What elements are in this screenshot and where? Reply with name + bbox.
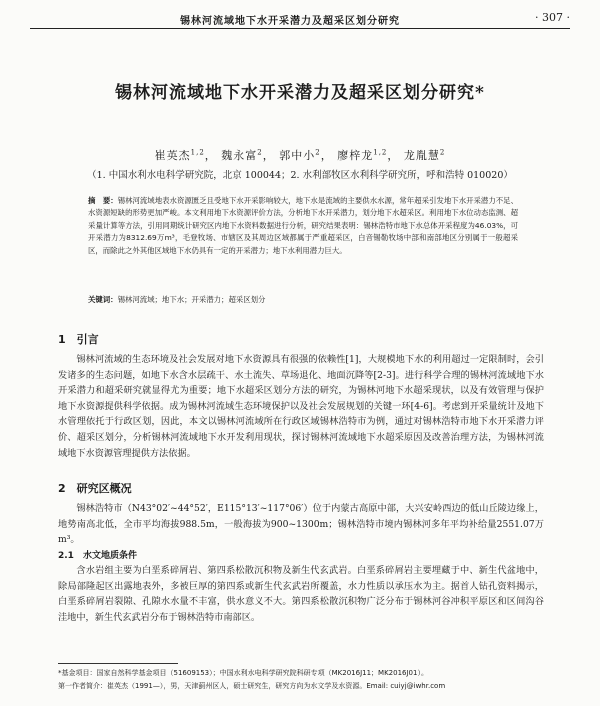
- paper-title: 锡林河流域地下水开采潜力及超采区划分研究*: [115, 83, 485, 103]
- footnote-author-bio: 第一作者简介：崔英杰（1991—），男，天津蓟州区人，硕士研究生，研究方向为水文学及水资源。Email: cuiyj@iwhr.com: [58, 682, 446, 690]
- author-name: 崔英杰: [154, 149, 191, 162]
- author-affiliation-mark: 2: [439, 148, 446, 157]
- introduction-paragraph: 锡林河流域的生态环境及社会发展对地下水资源具有很强的依赖性[1]，大规模地下水的利用超过一定限制时，会引发诸多的生态问题，如地下水含水层疏干、水土流失、草场退化、地面沉降等[2-3]。进行科学合理的锡林河流域地下水开采潜力和超采研究就显得尤为重要；地下水超采区划分方法的研究，为锡林河地下水超采现状，以及有效管理与保护地下水资源提供科学依据。成为锡林河流域生态环境保护以及社会发展规划的关键一环[4-6]。考虑到开采量统计及地下水管理依托于行政区划，因此，本文以锡林河流域所在行政区域锡林浩特市为例，通过对锡林浩特市地下水开采潜力评价、超采区划分，分析锡林河流域地下水开发利用现状，探讨锡林河流域地下水超采原因及改善治理方法，为锡林河流域地下水资源管理提供方法依据。: [58, 354, 544, 459]
- footnote-funding: *基金项目：国家自然科学基金项目（51609153）；中国水利水电科学研究院科研专项（MK2016J11；MK2016J01）。: [58, 669, 428, 677]
- keywords: [88, 294, 518, 305]
- running-header: [30, 10, 570, 29]
- section-heading-introduction: 1 引言: [58, 333, 99, 346]
- abstract-label: 摘 要：: [88, 196, 118, 205]
- abstract-text: 锡林河流域地表水资源匮乏且受地下水开采影响较大，地下水是流域的主要供水水源，常年超采引发地下水开采潜力不足、水资源短缺的形势更加严峻。本文利用地下水资源评价方法，分析地下水开采潜力，划分地下水超采区。利用地下水位动态监测、超采量计算等方法，引用同期统计研究区内地下水资料数据进行分析，研究结果表明：锡林浩特市地下水总体开采程度为46.03%，可开采潜力为8312.69万m³，毛登牧场、市辖区及其周边区域都属于严重超采区，白音锡勒牧场中部和南部地区分别属于一般超采区，而除此之外其他区域地下水仍具有一定的开采潜力；地下水利用潜力巨大。: [88, 196, 518, 255]
- author-name: 廖梓龙: [337, 149, 374, 162]
- author-name: 龙胤慧: [403, 149, 440, 162]
- author-affiliation-mark: 1,2: [373, 148, 388, 157]
- author-affiliation-mark: 2: [257, 148, 263, 157]
- running-title: 锡林河流域地下水开采潜力及超采区划分研究: [180, 16, 400, 27]
- section-heading-study-area: 2 研究区概况: [58, 482, 132, 495]
- abstract: [88, 195, 518, 257]
- hydrogeology-paragraph: 含水岩组主要为白垩系碎屑岩、第四系松散沉积物及新生代玄武岩。白垩系碎屑岩主要埋藏于中、新生代盆地中，除局部隆起区出露地表外，多被巨厚的第四系或新生代玄武岩所覆盖，水力性质以承压水为主。据首人钻孔资料揭示，白垩系碎屑岩裂隙、孔隙水水量不丰富，供水意义不大。第四系松散沉积物广泛分布于锡林河谷冲积平原区和区间沟谷洼地中，新生代玄武岩分布于锡林浩特市南部区。: [58, 565, 544, 623]
- page-number: · 307 ·: [535, 11, 570, 24]
- affiliations: （1. 中国水利水电科学研究院，北京 100044；2. 水利部牧区水利科学研究所，呼和浩特 010020）: [87, 170, 513, 181]
- keywords-text: 锡林河流域；地下水；开采潜力；超采区划分: [117, 295, 266, 304]
- study-area-paragraph: 锡林浩特市（N43°02′~44°52′，E115°13′~117°06′）位于内蒙古高原中部，大兴安岭西边的低山丘陵边缘上，地势南高北低，全市平均海拔988.5m，一般海拔为900~1300m；锡林浩特市境内锡林河多年平均补给量2551.07万m³。: [58, 503, 544, 546]
- keywords-label: 关键词：: [88, 295, 118, 304]
- author-name: 魏永富: [221, 149, 258, 162]
- author-affiliation-mark: 2: [315, 148, 321, 157]
- footnote-divider: [58, 663, 178, 664]
- author-name: 郭中小: [279, 149, 316, 162]
- author-affiliation-mark: 1,2: [190, 148, 205, 157]
- author-list: 崔英杰$^{1,2}$， 魏永富$^2$， 郭中小$^2$， 廖梓龙$^{1,2}$， 龙胤慧$^2$: [154, 148, 446, 162]
- subsection-heading-hydrogeology: 2.1 水文地质条件: [58, 551, 137, 561]
